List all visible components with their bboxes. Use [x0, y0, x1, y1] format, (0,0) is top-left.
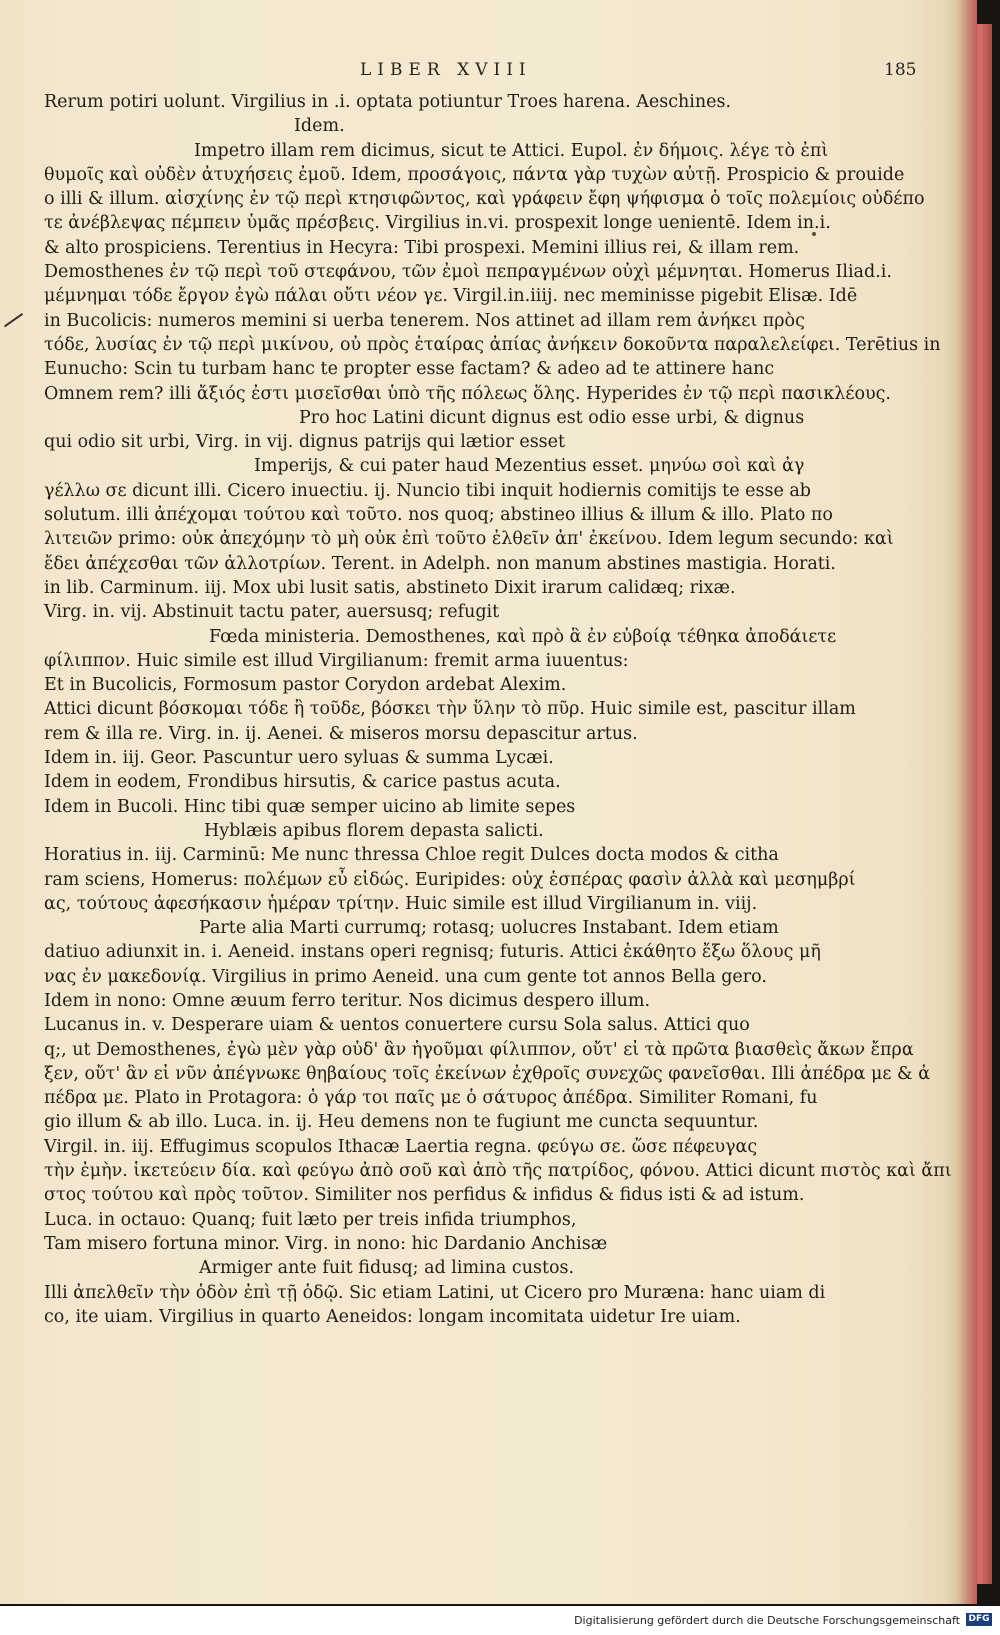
text-line-content: θυμοῖς καὶ οὐδὲν ἀτυχήσεις ἐμοῦ. Idem, προσάγοις, πάντα γὰρ τυχὼν αὐτῇ. Prospicio & prouide: [44, 164, 905, 185]
text-line-content: Hyblæis apibus florem depasta salicti.: [204, 820, 544, 841]
text-line-content: Rerum potiri uolunt. Virgilius in .i. optata potiuntur Troes harena. Aeschines.: [44, 92, 732, 112]
text-line-content: Parte alia Marti currumq; rotasq; uolucres Instabant. Idem etiam: [199, 918, 779, 939]
text-line: [44, 163, 905, 187]
running-title: LIBER XVIII: [360, 60, 532, 80]
text-line-content: ας, τούτους ἀφεσήκασιν ἡμέραν τρίτην. Huic simile est illud Virgilianum in. viij.: [44, 893, 758, 914]
text-line: [44, 576, 834, 600]
text-line-content: ξεν, οὔτ' ἂν εἰ νῦν ἀπέγνωκε θηβαίους τοῖς ἐκείνων ἐχθροῖς συνεχῶς φανεῖσθαι. Illi ἀπέδρα με & ἀ: [44, 1063, 931, 1084]
text-line: [44, 1305, 834, 1329]
text-line: [44, 527, 894, 551]
text-line-content: datiuo adiunxit in. i. Aeneid. instans operi regnisq; futuris. Attici ἐκάθητο ἔξω ὅλους μῆ: [44, 942, 821, 963]
text-line: [44, 795, 834, 819]
text-line-content: Idem in. iij. Geor. Pascuntur uero syluas & summa Lycæi.: [44, 748, 554, 769]
text-line: [44, 211, 834, 235]
text-line: [44, 454, 834, 478]
text-line: [44, 892, 834, 916]
text-line-content: Omnem rem? illi ἄξιός ἐστι μισεῖσθαι ὑπὸ τῆς πόλεως ὅλης. Hyperides ἐν τῷ περὶ πασικλέους.: [44, 383, 891, 404]
text-line: [44, 600, 834, 624]
text-line: [44, 1256, 834, 1280]
text-line: [44, 382, 891, 406]
text-line: [44, 139, 834, 163]
text-line: [44, 333, 941, 357]
text-line-content: Fœda ministeria. Demosthenes, καὶ πρὸ ἃ ἐν εὐβοίᾳ τέθηκα ἀποδάιετε: [209, 626, 837, 647]
text-line: [44, 770, 834, 794]
text-line-content: τε ἀνέβλεψας πέμπειν ὑμᾶς πρέσβεις. Virgilius in.vi. prospexit longe uenientē. Idem in.i.: [44, 213, 831, 234]
text-block: [44, 90, 952, 1329]
text-line-content: Virg. in. vij. Abstinuit tactu pater, auersusq; refugit: [44, 602, 500, 623]
text-line-content: Pro hoc Latini dicunt dignus est odio esse urbi, & dignus: [299, 407, 805, 428]
text-line-content: qui odio sit urbi, Virg. in vij. dignus patrijs qui lætior esset: [44, 432, 566, 453]
footer-credit: Digitalisierung gefördert durch die Deutsche Forschungsgemeinschaft: [574, 1614, 960, 1627]
text-line-content: Armiger ante fuit fidusq; ad limina custos.: [199, 1258, 575, 1279]
text-line-content: Et in Bucolicis, Formosum pastor Corydon ardebat Alexim.: [44, 675, 567, 696]
text-line-content: μέμνημαι τόδε ἔργον ἐγὼ πάλαι οὔτι νέον γε. Virgil.in.iiij. nec meminisse pigebit Elisæ. Idē: [44, 286, 858, 307]
text-line: [44, 187, 925, 211]
text-line: [44, 479, 834, 503]
text-line-content: Horatius in. iij. Carminū: Me nunc thressa Chloe regit Dulces docta modos & citha: [44, 845, 779, 866]
text-line-content: solutum. illi ἀπέχομαι τούτου καὶ τοῦτο. nos quoq; abstineo illius & illum & illo. Plato πο: [44, 505, 833, 526]
text-line-content: ram sciens, Homerus: πολέμων εὖ εἰδώς. Euripides: οὐχ ἑσπέρας φασὶν ἀλλὰ καὶ μεσημβρί: [44, 869, 856, 890]
text-line: [44, 90, 834, 114]
text-line-content: q;, ut Demosthenes, ἐγὼ μὲν γὰρ οὐδ' ἂν ἡγοῦμαι φίλιππον, οὔτ' εἰ τὰ πρῶτα βιασθεὶς ἄκων ἔπρα: [44, 1039, 914, 1060]
running-head: [0, 60, 977, 82]
text-line-content: στος τούτου καὶ πρὸς τοῦτον. Similiter nos perfidus & infidus & fidus isti & ad istum.: [44, 1185, 805, 1206]
text-line-content: in Bucolicis: numeros memini si uerba tenerem. Nos attinet ad illam rem ἀνήκει πρὸς: [44, 310, 805, 331]
dfg-logo: DFG: [966, 1613, 992, 1626]
text-line: [44, 114, 834, 138]
text-line-content: Imperijs, & cui pater haud Mezentius esset. μηνύω σοὶ καὶ ἀγ: [254, 456, 805, 477]
text-line-content: o illi & illum. αἰσχίνης ἐν τῷ περὶ κτησιφῶντος, καὶ γράφειν ἔφη ψήφισμα ὁ τοῖς πολεμίοις οὐδέπο: [44, 189, 925, 210]
text-line-content: λιτειῶν primo: οὐκ ἀπεχόμην τὸ μὴ οὐκ ἐπὶ τοῦτο ἐλθεῖν ἀπ' ἐκείνου. Idem legum secundo: καὶ: [44, 529, 894, 550]
text-line: [44, 260, 892, 284]
text-line-content: Illi ἀπελθεῖν τὴν ὁδὸν ἐπὶ τῇ ὁδῷ. Sic etiam Latini, ut Cicero pro Muræna: hanc uiam di: [44, 1282, 826, 1303]
text-line: [44, 552, 834, 576]
text-line-content: Idem in nono: Omne æuum ferro teritur. Nos dicimus despero illum.: [44, 990, 651, 1011]
text-line: [44, 1013, 834, 1037]
page-edge-shadow: [945, 0, 977, 1604]
text-line-content: Impetro illam rem dicimus, sicut te Attici. Eupol. ἐν δήμοις. λέγε τὸ ἐπὶ: [194, 140, 829, 161]
folio-number: 185: [884, 60, 917, 80]
text-line: [44, 843, 834, 867]
text-line-content: γέλλω σε dicunt illi. Cicero inuectiu. ij. Nuncio tibi inquit hodiernis comitijs te esse ab: [44, 480, 812, 501]
text-line-content: & alto prospiciens. Terentius in Hecyra: Tibi prospexi. Memini illius rei, & illam rem.: [44, 237, 800, 258]
text-line: [44, 916, 834, 940]
text-line: [44, 649, 834, 673]
text-line-content: Attici dicunt βόσκομαι τόδε ἢ τοῦδε, βόσκει τὴν ὕλην τὸ πῦρ. Huic simile est, pascitur illam: [44, 699, 856, 720]
text-line: [44, 1208, 834, 1232]
text-line: [44, 430, 834, 454]
text-line: [44, 1281, 834, 1305]
text-line-content: νας ἐν μακεδονίᾳ. Virgilius in primo Aeneid. una cum gente tot annos Bella gero.: [44, 966, 767, 987]
text-line: [44, 673, 834, 697]
text-line-content: Idem.: [294, 116, 345, 137]
text-line: [44, 965, 834, 989]
text-line-content: τὴν ἐμὴν. ἱκετεύειν δία. καὶ φεύγω ἀπὸ σοῦ καὶ ἀπὸ τῆς πατρίδος, φόνου. Attici dicunt πιστὸς καὶ ἄπι: [44, 1161, 952, 1182]
text-line: [44, 406, 834, 430]
text-line: [44, 309, 834, 333]
text-line: [44, 868, 856, 892]
text-line: [44, 697, 856, 721]
text-line: [44, 284, 858, 308]
text-line-content: φίλιππον. Huic simile est illud Virgilianum: fremit arma iuuentus:: [44, 650, 629, 671]
text-line: [44, 722, 834, 746]
text-line: [44, 1038, 914, 1062]
marginal-pen-mark: [4, 313, 30, 337]
text-line: [44, 940, 834, 964]
text-line-content: co, ite uiam. Virgilius in quarto Aeneidos: longam incomitata uidetur Ire uiam.: [44, 1306, 741, 1327]
text-line: [44, 989, 834, 1013]
text-line-content: Luca. in octauo: Quanq; fuit læto per treis infida triumphos,: [44, 1209, 577, 1230]
text-line: [44, 819, 834, 843]
text-line-content: Idem in Bucoli. Hinc tibi quæ semper uicino ab limite sepes: [44, 796, 576, 817]
text-line: [44, 1159, 952, 1183]
footer-bar: [0, 1606, 1000, 1635]
text-line: [44, 1062, 931, 1086]
text-line: [44, 746, 834, 770]
text-line-content: Lucanus in. v. Desperare uiam & uentos conuertere cursu Sola salus. Attici quo: [44, 1015, 750, 1036]
text-line: [44, 1086, 834, 1110]
text-line-content: Eunucho: Scin tu turbam hanc te propter esse factam? & adeo ad te attinere hanc: [44, 359, 775, 380]
text-line-content: ἔδει ἀπέχεσθαι τῶν ἀλλοτρίων. Terent. in Adelph. non manum abstines mastigia. Horati.: [44, 553, 836, 574]
text-line-content: πέδρα με. Plato in Protagora: ὁ γάρ τοι παῖς με ὁ σάτυρος ἀπέδρα. Similiter Romani, fu: [44, 1088, 818, 1109]
text-line: [44, 1110, 834, 1134]
text-line-content: Tam misero fortuna minor. Virg. in nono: hic Dardanio Anchisæ: [44, 1233, 608, 1254]
text-line: [44, 236, 834, 260]
text-line-content: in lib. Carminum. iij. Mox ubi lusit satis, abstineto Dixit irarum calidæq; rixæ.: [44, 577, 736, 598]
text-line-content: Demosthenes ἐν τῷ περὶ τοῦ στεφάνου, τῶν ἐμοὶ πεπραγμένων οὐχὶ μέμνηται. Homerus Iliad.i.: [44, 262, 892, 283]
text-line: [44, 1232, 834, 1256]
text-line: [44, 625, 837, 649]
text-line: [44, 1135, 834, 1159]
text-line: [44, 503, 834, 527]
text-line-content: rem & illa re. Virg. in. ij. Aenei. & miseros morsu depascitur artus.: [44, 723, 638, 744]
text-line: [44, 357, 834, 381]
text-line: [44, 1183, 834, 1207]
text-line-content: gio illum & ab illo. Luca. in. ij. Heu demens non te fugiunt me cuncta sequuntur.: [44, 1112, 759, 1133]
text-line-content: τόδε, λυσίας ἐν τῷ περὶ μικίνου, οὐ πρὸς ἑταίρας ἀπίας ἀνήκειν δοκοῦντα παραλελείφει. Terētius in: [44, 334, 941, 355]
text-line-content: Idem in eodem, Frondibus hirsutis, & carice pastus acuta.: [44, 772, 561, 793]
text-line-content: Virgil. in. iij. Effugimus scopulos Ithacæ Laertia regna. φεύγω σε. ὥσε πέφευγας: [44, 1136, 758, 1157]
